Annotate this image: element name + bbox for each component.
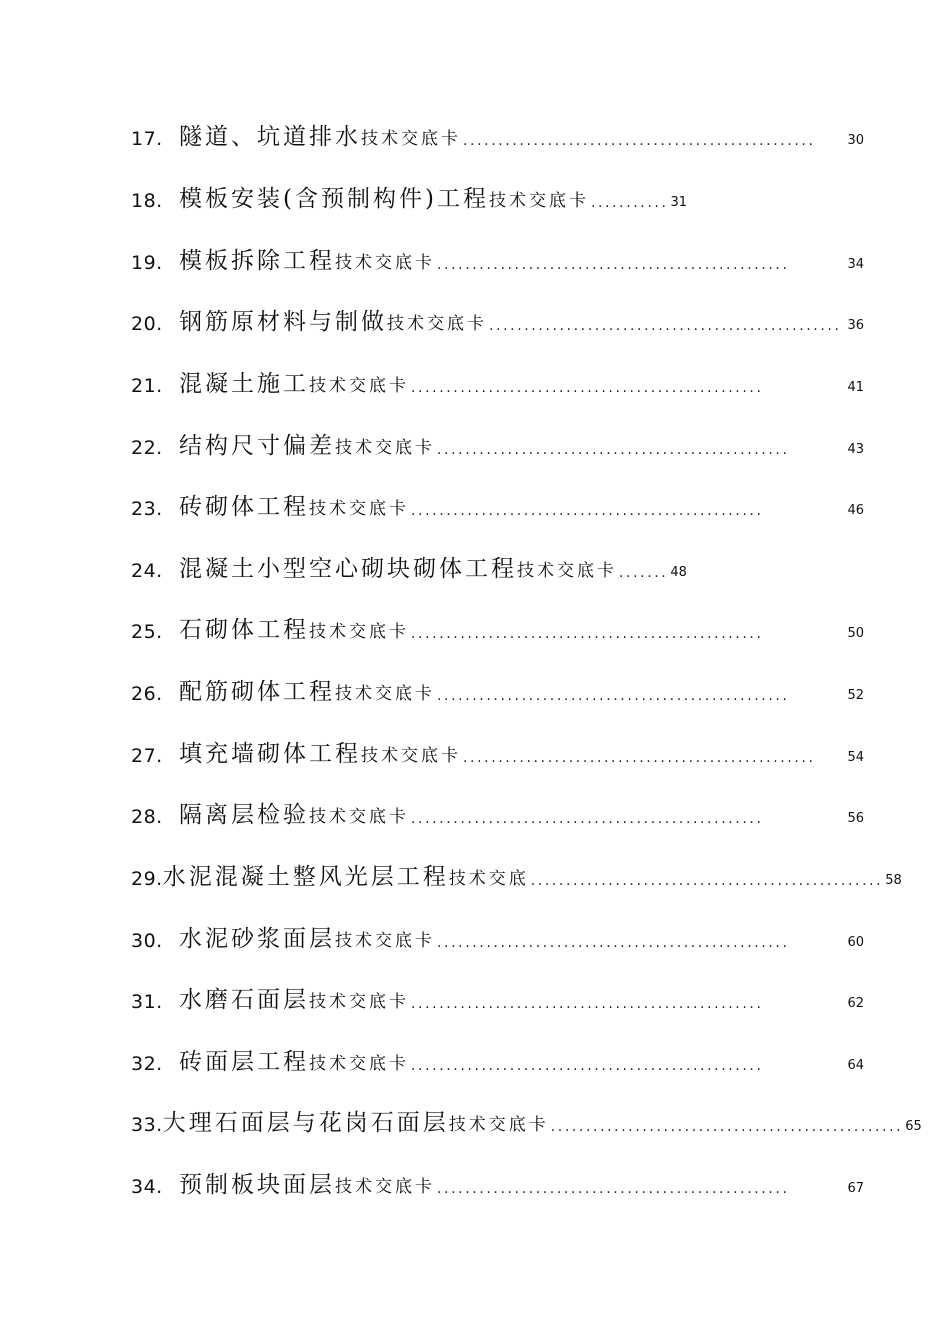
toc-entry[interactable] (131, 796, 864, 830)
toc-entry-suffix: 技术交底卡 (361, 746, 461, 766)
toc-entry-page-number: 65 (905, 1119, 922, 1134)
toc-entry-title: 隔离层检验 (179, 802, 309, 828)
toc-entry-title: 预制板块面层 (179, 1172, 335, 1198)
toc-entry[interactable] (131, 1166, 864, 1200)
toc-entry-page-number: 58 (885, 873, 902, 888)
toc-entry-title: 隧道、坑道排水 (179, 124, 361, 150)
toc-entry[interactable] (131, 118, 864, 152)
toc-entry-number: 33. (131, 1114, 163, 1136)
toc-entry-number: 19. (131, 252, 163, 274)
toc-entry-suffix: 技术交底卡 (335, 438, 435, 458)
toc-entry-suffix: 技术交底卡 (309, 807, 409, 827)
toc-entry-page-number: 54 (847, 750, 864, 765)
toc-entry-number: 26. (131, 683, 163, 705)
toc-entry[interactable] (131, 1104, 922, 1138)
toc-entry-number: 20. (131, 313, 163, 335)
toc-entry-number: 25. (131, 621, 163, 643)
toc-entry-suffix: 技术交底卡 (309, 1054, 409, 1074)
dot-leader: .................................................. (411, 626, 764, 642)
toc-entry-page-number: 52 (847, 688, 864, 703)
toc-entry-title: 填充墙砌体工程 (179, 741, 361, 767)
toc-entry-suffix: 技术交底卡 (335, 931, 435, 951)
dot-leader: .................................................. (550, 1119, 904, 1135)
toc-entry[interactable] (131, 488, 864, 522)
toc-entry-page-number: 62 (847, 996, 864, 1011)
dot-leader: .................................................. (437, 688, 790, 704)
toc-entry-title: 石砌体工程 (179, 617, 309, 643)
toc-entry[interactable] (131, 242, 864, 276)
toc-entry-number: 17. (131, 128, 163, 150)
toc-entry-number: 24. (131, 560, 163, 582)
toc-entry-title: 模板拆除工程 (179, 248, 335, 274)
toc-entry-page-number: 43 (847, 442, 864, 457)
toc-entry[interactable] (131, 673, 864, 707)
toc-entry-page-number: 50 (847, 626, 864, 641)
toc-entry-title: 砖面层工程 (179, 1049, 309, 1075)
dot-leader: ....... (619, 565, 669, 581)
toc-entry[interactable] (131, 981, 864, 1015)
toc-entry-title: 混凝土施工 (179, 371, 309, 397)
toc-entry[interactable] (131, 180, 687, 214)
toc-entry-page-number: 67 (847, 1181, 864, 1196)
dot-leader: .................................................. (489, 318, 842, 334)
toc-entry-page-number: 46 (847, 503, 864, 518)
toc-entry-number: 22. (131, 437, 163, 459)
toc-entry-page-number: 41 (847, 380, 864, 395)
dot-leader: .................................................. (411, 996, 764, 1012)
toc-entry[interactable] (131, 735, 864, 769)
toc-entry-page-number: 34 (847, 257, 864, 272)
toc-entry-number: 34. (131, 1176, 163, 1198)
toc-entry[interactable] (131, 550, 687, 584)
dot-leader: ........... (590, 195, 669, 211)
toc-entry-suffix: 技术交底卡 (335, 1177, 435, 1197)
toc-entry-suffix: 技术交底卡 (361, 129, 461, 149)
toc-entry-suffix: 技术交底卡 (335, 253, 435, 273)
toc-entry-title: 钢筋原材料与制做 (179, 309, 387, 335)
toc-entry-suffix: 技术交底卡 (387, 314, 487, 334)
toc-entry[interactable] (131, 1043, 864, 1077)
toc-entry[interactable] (131, 611, 864, 645)
dot-leader: .................................................. (437, 935, 790, 951)
toc-entry[interactable] (131, 858, 902, 892)
dot-leader: .................................................. (411, 811, 764, 827)
toc-entry[interactable] (131, 303, 864, 337)
toc-entry-title: 砖砌体工程 (179, 494, 309, 520)
toc-entry-suffix: 技术交底 (448, 869, 529, 889)
toc-entry-page-number: 36 (847, 318, 864, 333)
toc-entry-suffix: 技术交底卡 (488, 191, 589, 211)
toc-entry[interactable] (131, 365, 864, 399)
toc-entry-page-number: 56 (847, 811, 864, 826)
dot-leader: .................................................. (463, 750, 816, 766)
toc-entry[interactable] (131, 920, 864, 954)
toc-entry[interactable] (131, 427, 864, 461)
toc-entry-title: 结构尺寸偏差 (179, 433, 335, 459)
toc-entry-suffix: 技术交底卡 (335, 684, 435, 704)
toc-entry-title: 配筋砌体工程 (179, 679, 335, 705)
toc-entry-title: 模板安装(含预制构件)工程 (179, 186, 489, 212)
dot-leader: .................................................. (437, 1181, 790, 1197)
toc-entry-number: 32. (131, 1053, 163, 1075)
toc-entry-suffix: 技术交底卡 (448, 1115, 549, 1135)
toc-entry-number: 29. (131, 868, 163, 890)
toc-entry-number: 23. (131, 498, 163, 520)
dot-leader: .................................................. (530, 873, 884, 889)
toc-entry-page-number: 48 (670, 565, 687, 580)
dot-leader: .................................................. (463, 133, 816, 149)
dot-leader: .................................................. (411, 503, 764, 519)
toc-entry-page-number: 60 (847, 935, 864, 950)
toc-entry-number: 21. (131, 375, 163, 397)
toc-entry-number: 28. (131, 806, 163, 828)
toc-entry-title: 水磨石面层 (179, 987, 309, 1013)
toc-entry-number: 27. (131, 745, 163, 767)
dot-leader: .................................................. (437, 257, 790, 273)
toc-entry-number: 18. (131, 190, 163, 212)
toc-entry-suffix: 技术交底卡 (309, 499, 409, 519)
toc-entry-suffix: 技术交底卡 (517, 561, 617, 581)
dot-leader: .................................................. (437, 442, 790, 458)
toc-entry-page-number: 64 (847, 1058, 864, 1073)
toc-entry-page-number: 31 (670, 195, 688, 210)
toc-entry-title: 水泥砂浆面层 (179, 926, 335, 952)
toc-entry-title: 大理石面层与花岗石面层 (162, 1110, 449, 1136)
dot-leader: .................................................. (411, 380, 764, 396)
dot-leader: .................................................. (411, 1058, 764, 1074)
toc-entry-number: 31. (131, 991, 163, 1013)
toc-entry-suffix: 技术交底卡 (309, 622, 409, 642)
toc-entry-page-number: 30 (847, 133, 864, 148)
toc-entry-title: 混凝土小型空心砌块砌体工程 (179, 556, 517, 582)
toc-entry-suffix: 技术交底卡 (309, 992, 409, 1012)
toc-entry-title: 水泥混凝土整风光层工程 (162, 864, 449, 890)
toc-entry-number: 30. (131, 930, 163, 952)
toc-entry-suffix: 技术交底卡 (309, 376, 409, 396)
